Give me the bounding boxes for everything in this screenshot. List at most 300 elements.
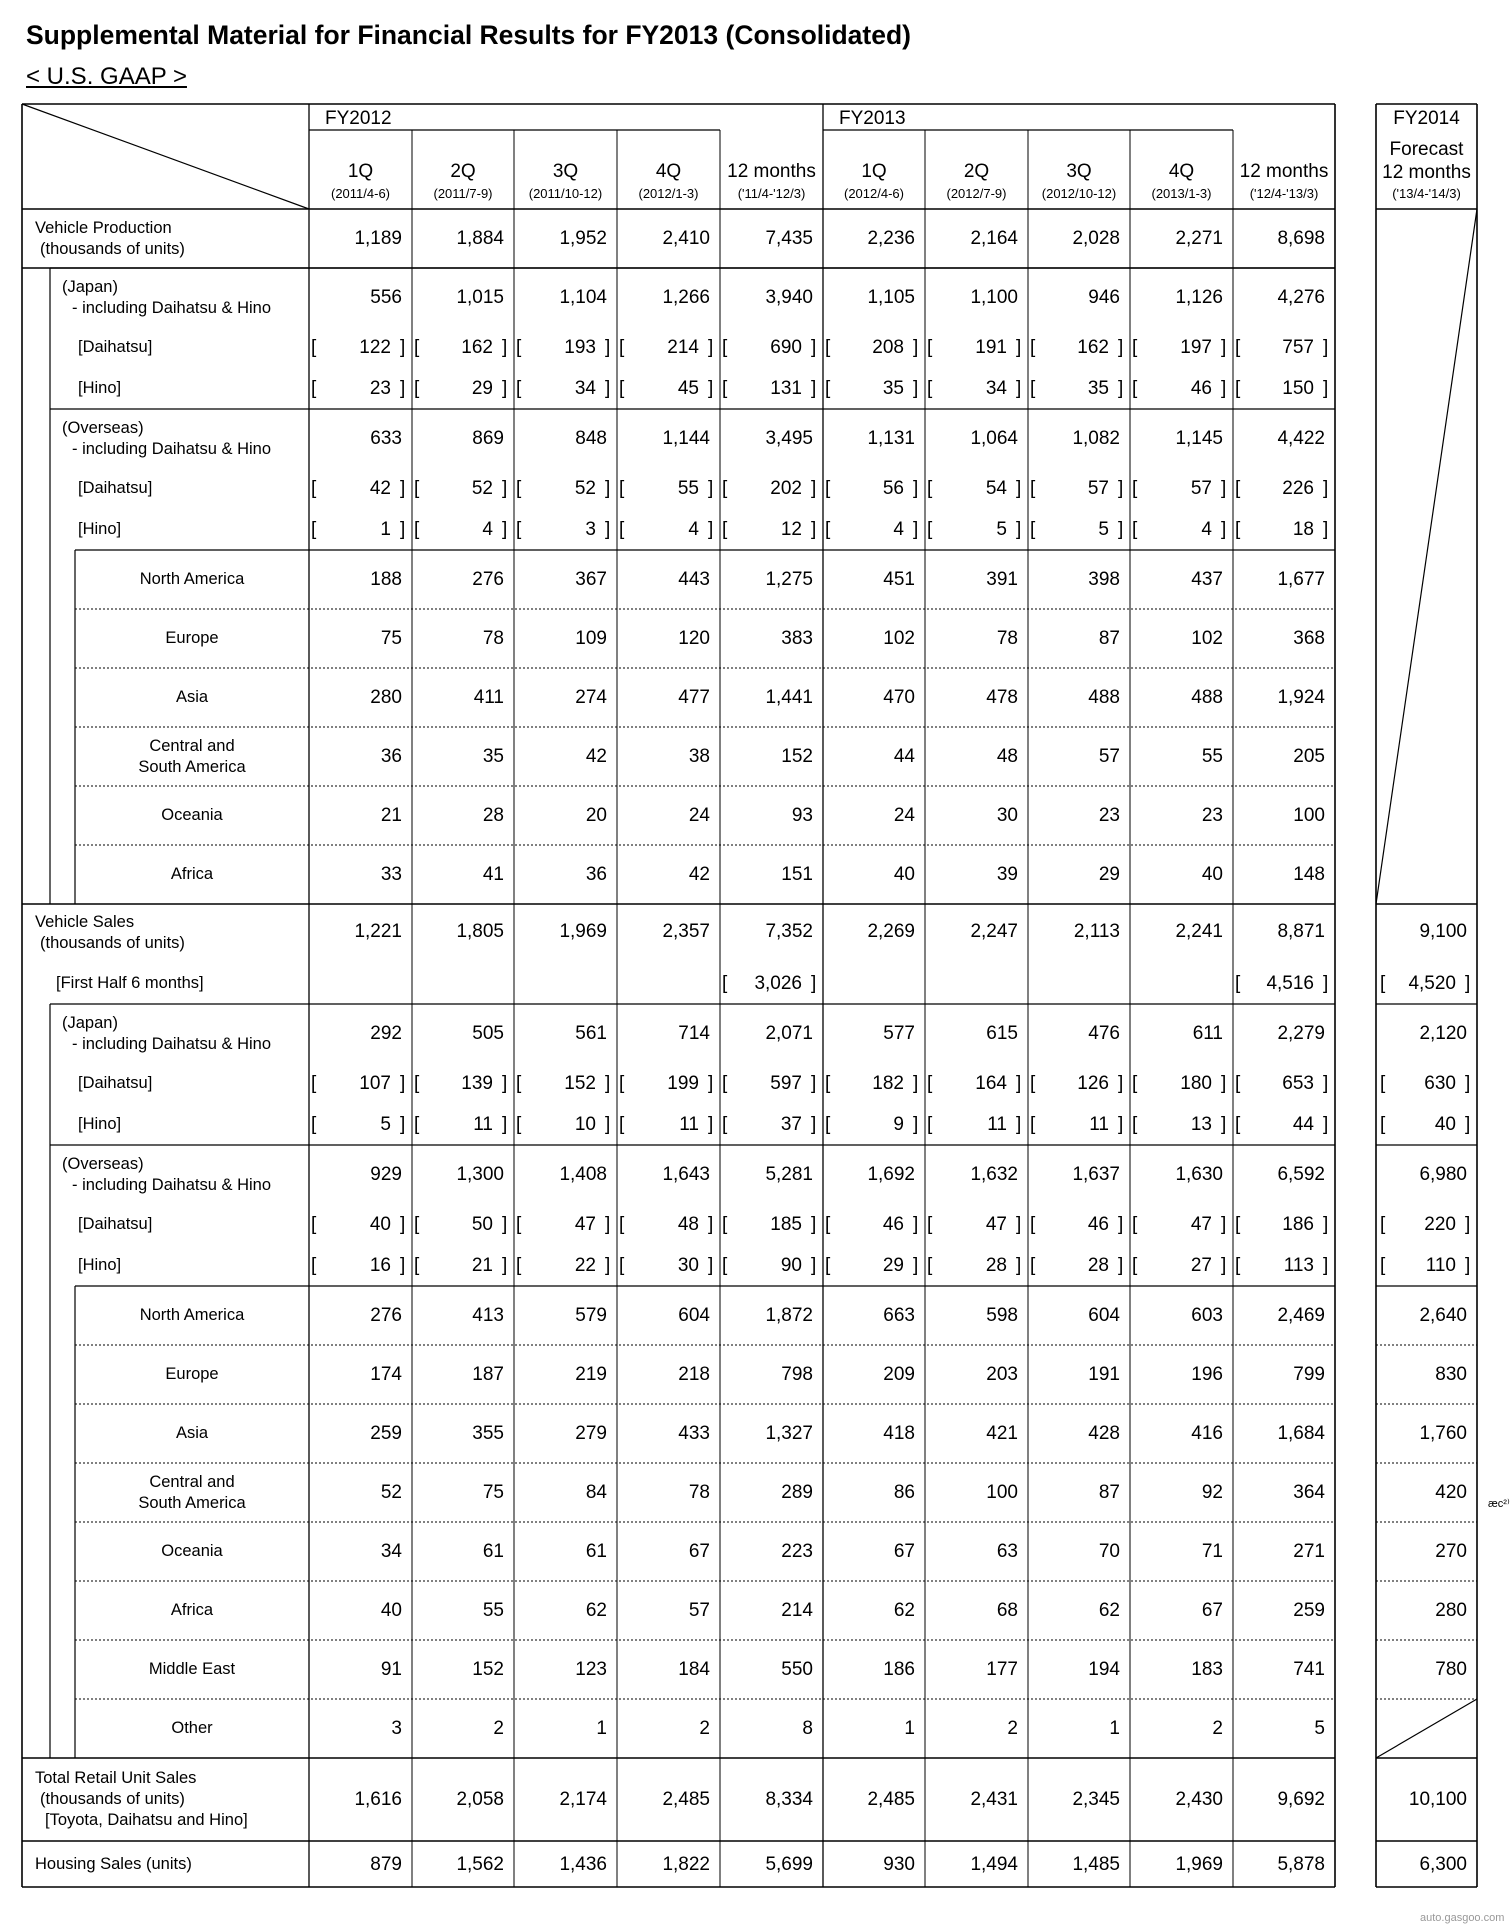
cell-value: 4 <box>893 519 904 540</box>
cell-value: 604 <box>1088 1305 1120 1326</box>
bracket-close: ] <box>502 1214 508 1235</box>
bracket-open: [ <box>722 1214 728 1235</box>
cell-value: 2 <box>1007 1718 1018 1739</box>
bracket-close: ] <box>1016 519 1022 540</box>
cell-value: 663 <box>883 1305 915 1326</box>
bracket-open: [ <box>1235 1073 1241 1094</box>
cell-value: 2,271 <box>1175 228 1223 249</box>
header-fy2014: FY2014 <box>1393 108 1460 129</box>
forecast-value: 4,520 <box>1408 973 1456 994</box>
row-label: Vehicle Sales <box>35 913 135 931</box>
cell-value: 226 <box>1282 478 1314 499</box>
bracket-open: [ <box>619 378 625 399</box>
cell-value: 1 <box>904 1718 915 1739</box>
cell-value: 78 <box>688 1482 710 1503</box>
cell-value: 579 <box>575 1305 607 1326</box>
cell-value: 1,632 <box>970 1164 1018 1185</box>
cell-value: 174 <box>370 1364 402 1385</box>
cell-value: 21 <box>471 1255 493 1276</box>
cell-value: 45 <box>677 378 699 399</box>
bracket-close: ] <box>1221 337 1227 358</box>
cell-value: 42 <box>369 478 391 499</box>
cell-value: 75 <box>380 628 402 649</box>
bracket-close: ] <box>811 1255 817 1276</box>
cell-value: 416 <box>1191 1423 1223 1444</box>
cell-value: 437 <box>1191 569 1223 590</box>
row-label: - including Daihatsu & Hino <box>72 298 272 317</box>
forecast-value: 830 <box>1435 1364 1467 1385</box>
bracket-close: ] <box>811 519 817 540</box>
bracket-close: ] <box>605 478 611 499</box>
cell-value: 57 <box>1190 478 1212 499</box>
bracket-close: ] <box>1118 1073 1124 1094</box>
cell-value: 70 <box>1098 1541 1120 1562</box>
bracket-open: [ <box>311 519 317 540</box>
cell-value: 33 <box>380 864 402 885</box>
cell-value: 3,026 <box>754 973 802 994</box>
bracket-close: ] <box>1465 1114 1471 1135</box>
bracket-open: [ <box>722 1073 728 1094</box>
cell-value: 67 <box>1201 1600 1223 1621</box>
cell-value: 477 <box>678 687 710 708</box>
bracket-open: [ <box>1132 478 1138 499</box>
bracket-close: ] <box>400 378 406 399</box>
cell-value: 2 <box>1212 1718 1223 1739</box>
cell-value: 11 <box>1089 1114 1109 1135</box>
cell-value: 1,408 <box>559 1164 607 1185</box>
not-applicable-diagonal <box>1376 1699 1477 1758</box>
cell-value: 180 <box>1180 1073 1212 1094</box>
bracket-open: [ <box>722 478 728 499</box>
column-header-label: 2Q <box>450 161 476 182</box>
bracket-open: [ <box>619 1214 625 1235</box>
bracket-close: ] <box>1323 1073 1329 1094</box>
cell-value: 8,698 <box>1277 228 1325 249</box>
cell-value: 1,969 <box>1175 1853 1223 1875</box>
bracket-close: ] <box>1323 478 1329 499</box>
bracket-open: [ <box>516 519 522 540</box>
cell-value: 29 <box>1098 864 1120 885</box>
cell-value: 35 <box>1087 378 1109 399</box>
cell-value: 946 <box>1088 287 1120 308</box>
cell-value: 1,327 <box>765 1423 813 1444</box>
cell-value: 12 <box>780 519 802 540</box>
cell-value: 6,592 <box>1277 1164 1325 1185</box>
cell-value: 1,275 <box>765 569 813 590</box>
cell-value: 78 <box>996 628 1018 649</box>
cell-value: 52 <box>574 478 596 499</box>
cell-value: 23 <box>1201 805 1223 826</box>
cell-value: 148 <box>1293 864 1325 885</box>
cell-value: 421 <box>986 1423 1018 1444</box>
cell-value: 186 <box>883 1659 915 1680</box>
row-label: North America <box>139 570 245 588</box>
bracket-open: [ <box>1235 519 1241 540</box>
bracket-close: ] <box>913 1214 919 1235</box>
cell-value: 52 <box>380 1482 402 1503</box>
column-header-label: 3Q <box>1066 161 1092 182</box>
cell-value: 2,485 <box>662 1789 710 1810</box>
cell-value: 194 <box>1088 1659 1120 1680</box>
bracket-close: ] <box>811 337 817 358</box>
bracket-close: ] <box>1221 1114 1227 1135</box>
cell-value: 1,015 <box>456 287 504 308</box>
row-label: (thousands of units) <box>40 239 185 258</box>
bracket-open: [ <box>516 378 522 399</box>
bracket-open: [ <box>1030 1073 1036 1094</box>
cell-value: 741 <box>1293 1659 1325 1680</box>
side-note: æc²⁾ <box>1488 1498 1510 1510</box>
cell-value: 1,805 <box>456 921 504 942</box>
cell-value: 209 <box>883 1364 915 1385</box>
bracket-close: ] <box>400 478 406 499</box>
row-label: Asia <box>175 1424 209 1442</box>
cell-value: 48 <box>996 746 1018 767</box>
bracket-open: [ <box>1235 337 1241 358</box>
cell-value: 1,300 <box>456 1164 504 1185</box>
cell-value: 100 <box>986 1482 1018 1503</box>
cell-value: 92 <box>1201 1482 1223 1503</box>
bracket-open: [ <box>516 337 522 358</box>
row-label: [Hino] <box>78 1115 122 1133</box>
cell-value: 44 <box>893 746 915 767</box>
forecast-label: Forecast <box>1389 139 1464 160</box>
header-fy2012: FY2012 <box>325 108 392 129</box>
bracket-open: [ <box>1132 1073 1138 1094</box>
bracket-open: [ <box>825 519 831 540</box>
cell-value: 2,241 <box>1175 921 1223 942</box>
cell-value: 48 <box>677 1214 699 1235</box>
bracket-open: [ <box>1132 337 1138 358</box>
cell-value: 8 <box>802 1718 813 1739</box>
cell-value: 1,221 <box>354 921 402 942</box>
bracket-open: [ <box>927 478 933 499</box>
bracket-close: ] <box>502 337 508 358</box>
bracket-open: [ <box>414 378 420 399</box>
cell-value: 42 <box>688 864 710 885</box>
cell-value: 150 <box>1282 378 1314 399</box>
cell-value: 205 <box>1293 746 1325 767</box>
column-header-label: 12 months <box>727 161 816 182</box>
bracket-open: [ <box>1030 1255 1036 1276</box>
cell-value: 757 <box>1282 337 1314 358</box>
cell-value: 3 <box>391 1718 402 1739</box>
cell-value: 1,952 <box>559 228 607 249</box>
bracket-close: ] <box>1323 1255 1329 1276</box>
cell-value: 488 <box>1191 687 1223 708</box>
cell-value: 411 <box>473 687 504 708</box>
cell-value: 550 <box>781 1659 813 1680</box>
cell-value: 34 <box>574 378 596 399</box>
cell-value: 597 <box>770 1073 802 1094</box>
cell-value: 24 <box>688 805 710 826</box>
cell-value: 37 <box>780 1114 802 1135</box>
forecast-value: 1,760 <box>1419 1423 1467 1444</box>
bracket-close: ] <box>1323 1214 1329 1235</box>
cell-value: 2,345 <box>1072 1789 1120 1810</box>
cell-value: 5,699 <box>765 1853 813 1875</box>
bracket-close: ] <box>1323 337 1329 358</box>
cell-value: 36 <box>380 746 402 767</box>
cell-value: 52 <box>471 478 493 499</box>
bracket-close: ] <box>1465 1255 1471 1276</box>
bracket-close: ] <box>1016 1214 1022 1235</box>
cell-value: 24 <box>893 805 915 826</box>
bracket-close: ] <box>708 478 714 499</box>
bracket-open: [ <box>927 1214 933 1235</box>
bracket-close: ] <box>913 478 919 499</box>
cell-value: 188 <box>370 569 402 590</box>
cell-value: 2,431 <box>970 1789 1018 1810</box>
bracket-open: [ <box>1030 378 1036 399</box>
bracket-open: [ <box>722 1114 728 1135</box>
bracket-open: [ <box>825 1255 831 1276</box>
row-label: Africa <box>170 1601 214 1619</box>
row-label: - including Daihatsu & Hino <box>72 439 272 458</box>
forecast-period: 12 months <box>1382 162 1471 183</box>
cell-value: 191 <box>975 337 1007 358</box>
cell-value: 177 <box>986 1659 1018 1680</box>
bracket-close: ] <box>1118 378 1124 399</box>
cell-value: 280 <box>370 687 402 708</box>
cell-value: 383 <box>781 628 813 649</box>
cell-value: 57 <box>1098 746 1120 767</box>
cell-value: 40 <box>893 864 915 885</box>
cell-value: 1,643 <box>662 1164 710 1185</box>
cell-value: 2,269 <box>867 921 915 942</box>
cell-value: 39 <box>996 864 1018 885</box>
bracket-close: ] <box>913 519 919 540</box>
cell-value: 27 <box>1190 1255 1212 1276</box>
cell-value: 47 <box>574 1214 596 1235</box>
cell-value: 162 <box>461 337 493 358</box>
cell-value: 433 <box>678 1423 710 1444</box>
row-label: Total Retail Unit Sales <box>35 1769 197 1787</box>
bracket-open: [ <box>516 1114 522 1135</box>
bracket-close: ] <box>400 1255 406 1276</box>
row-label: Europe <box>165 629 219 647</box>
cell-value: 292 <box>370 1023 402 1044</box>
bracket-close: ] <box>913 1073 919 1094</box>
document-title: Supplemental Material for Financial Results for FY2013 (Consolidated) <box>26 20 911 50</box>
cell-value: 478 <box>986 687 1018 708</box>
forecast-value: 10,100 <box>1408 1789 1467 1810</box>
bracket-close: ] <box>1323 519 1329 540</box>
cell-value: 5,878 <box>1277 1853 1325 1875</box>
cell-value: 42 <box>585 746 607 767</box>
bracket-open: [ <box>311 1255 317 1276</box>
cell-value: 36 <box>585 864 607 885</box>
column-header-range: (2013/1-3) <box>1151 186 1212 201</box>
cell-value: 62 <box>893 1600 915 1621</box>
column-header-range: (2012/1-3) <box>638 186 699 201</box>
bracket-close: ] <box>605 1114 611 1135</box>
row-label: Europe <box>165 1365 219 1383</box>
row-label: South America <box>138 1493 246 1512</box>
bracket-open: [ <box>414 337 420 358</box>
cell-value: 2,113 <box>1073 921 1120 942</box>
bracket-open: [ <box>722 337 728 358</box>
bracket-open: [ <box>927 1255 933 1276</box>
cell-value: 214 <box>781 1600 813 1621</box>
cell-value: 87 <box>1098 1482 1120 1503</box>
row-label: [Hino] <box>78 520 122 538</box>
bracket-close: ] <box>400 337 406 358</box>
cell-value: 102 <box>1191 628 1223 649</box>
bracket-close: ] <box>1118 1255 1124 1276</box>
bracket-open: [ <box>1030 1214 1036 1235</box>
bracket-close: ] <box>1221 1255 1227 1276</box>
cell-value: 93 <box>791 805 813 826</box>
cell-value: 100 <box>1293 805 1325 826</box>
cell-value: 47 <box>1190 1214 1212 1235</box>
row-label: Middle East <box>148 1660 236 1678</box>
bracket-open: [ <box>722 378 728 399</box>
bracket-open: [ <box>1132 519 1138 540</box>
cell-value: 4,422 <box>1277 428 1325 449</box>
bracket-close: ] <box>1221 478 1227 499</box>
bracket-close: ] <box>502 1114 508 1135</box>
cell-value: 84 <box>585 1482 607 1503</box>
bracket-open: [ <box>927 1073 933 1094</box>
bracket-close: ] <box>913 378 919 399</box>
cell-value: 1,692 <box>867 1164 915 1185</box>
cell-value: 1 <box>596 1718 607 1739</box>
column-header-range: (2012/4-6) <box>844 186 904 201</box>
cell-value: 21 <box>380 805 402 826</box>
bracket-open: [ <box>414 478 420 499</box>
bracket-close: ] <box>811 973 817 994</box>
cell-value: 57 <box>1087 478 1109 499</box>
bracket-close: ] <box>605 378 611 399</box>
cell-value: 68 <box>996 1600 1018 1621</box>
bracket-open: [ <box>619 478 625 499</box>
bracket-close: ] <box>811 478 817 499</box>
forecast-value: 220 <box>1424 1214 1456 1235</box>
cell-value: 13 <box>1190 1114 1212 1135</box>
bracket-close: ] <box>1016 1073 1022 1094</box>
cell-value: 2,430 <box>1175 1789 1223 1810</box>
cell-value: 55 <box>677 478 699 499</box>
forecast-value: 9,100 <box>1419 921 1467 942</box>
column-header-label: 4Q <box>1168 161 1195 182</box>
column-header-label: 1Q <box>347 161 374 182</box>
bracket-close: ] <box>1465 1073 1471 1094</box>
bracket-open: [ <box>825 1214 831 1235</box>
cell-value: 40 <box>369 1214 391 1235</box>
column-header-label: 12 months <box>1239 161 1329 182</box>
bracket-open: [ <box>927 337 933 358</box>
column-header-range: (2012/10-12) <box>1041 186 1117 201</box>
row-label: (Japan) <box>62 1013 118 1032</box>
cell-value: 40 <box>380 1600 402 1621</box>
row-label: [Daihatsu] <box>78 1074 153 1092</box>
cell-value: 418 <box>883 1423 915 1444</box>
cell-value: 1,562 <box>456 1853 504 1875</box>
bracket-open: [ <box>516 1073 522 1094</box>
cell-value: 219 <box>575 1364 607 1385</box>
row-label: [Daihatsu] <box>78 479 153 497</box>
cell-value: 367 <box>575 569 607 590</box>
bracket-close: ] <box>811 1214 817 1235</box>
row-label: Oceania <box>161 1542 223 1560</box>
cell-value: 271 <box>1293 1541 1325 1562</box>
cell-value: 197 <box>1180 337 1212 358</box>
cell-value: 1,105 <box>867 287 915 308</box>
bracket-close: ] <box>1016 378 1022 399</box>
bracket-open: [ <box>516 478 522 499</box>
cell-value: 1,677 <box>1277 569 1325 590</box>
cell-value: 2,174 <box>559 1789 607 1810</box>
cell-value: 4 <box>688 519 699 540</box>
cell-value: 2,164 <box>970 228 1018 249</box>
bracket-open: [ <box>619 1114 625 1135</box>
cell-value: 4 <box>1201 519 1212 540</box>
cell-value: 798 <box>781 1364 813 1385</box>
forecast-value: 40 <box>1434 1114 1456 1135</box>
bracket-open: [ <box>311 378 317 399</box>
cell-value: 1 <box>1109 1718 1120 1739</box>
bracket-open: [ <box>1030 337 1036 358</box>
cell-value: 20 <box>585 805 607 826</box>
cell-value: 193 <box>564 337 596 358</box>
cell-value: 2,485 <box>867 1789 915 1810</box>
bracket-close: ] <box>605 1255 611 1276</box>
cell-value: 34 <box>380 1541 402 1562</box>
bracket-close: ] <box>708 1255 714 1276</box>
column-header-range: (2011/7-9) <box>433 186 493 201</box>
bracket-close: ] <box>1118 519 1124 540</box>
cell-value: 139 <box>461 1073 493 1094</box>
cell-value: 561 <box>575 1023 607 1044</box>
cell-value: 615 <box>986 1023 1018 1044</box>
cell-value: 848 <box>575 428 607 449</box>
cell-value: 1,969 <box>559 921 607 942</box>
cell-value: 23 <box>1098 805 1120 826</box>
cell-value: 28 <box>482 805 504 826</box>
cell-value: 398 <box>1088 569 1120 590</box>
cell-value: 604 <box>678 1305 710 1326</box>
cell-value: 470 <box>883 687 915 708</box>
cell-value: 122 <box>359 337 391 358</box>
cell-value: 218 <box>678 1364 710 1385</box>
cell-value: 57 <box>688 1600 710 1621</box>
cell-value: 11 <box>473 1114 493 1135</box>
bracket-open: [ <box>414 1255 420 1276</box>
bracket-close: ] <box>913 1114 919 1135</box>
cell-value: 4,516 <box>1266 973 1314 994</box>
row-label: - including Daihatsu & Hino <box>72 1175 272 1194</box>
cell-value: 8,871 <box>1277 921 1325 942</box>
cell-value: 199 <box>667 1073 699 1094</box>
cell-value: 2,357 <box>662 921 710 942</box>
bracket-open: [ <box>414 1073 420 1094</box>
cell-value: 1,884 <box>456 228 504 249</box>
cell-value: 1,637 <box>1072 1164 1120 1185</box>
bracket-open: [ <box>927 1114 933 1135</box>
cell-value: 202 <box>770 478 802 499</box>
cell-value: 162 <box>1077 337 1109 358</box>
row-label: (thousands of units) <box>40 1790 185 1808</box>
bracket-close: ] <box>1323 973 1329 994</box>
header-diagonal <box>22 104 309 209</box>
bracket-open: [ <box>1380 1114 1386 1135</box>
document-subtitle: < U.S. GAAP > <box>26 63 187 90</box>
row-label: Africa <box>170 865 214 883</box>
cell-value: 56 <box>882 478 904 499</box>
cell-value: 368 <box>1293 628 1325 649</box>
forecast-range: ('13/4-'14/3) <box>1392 186 1461 201</box>
